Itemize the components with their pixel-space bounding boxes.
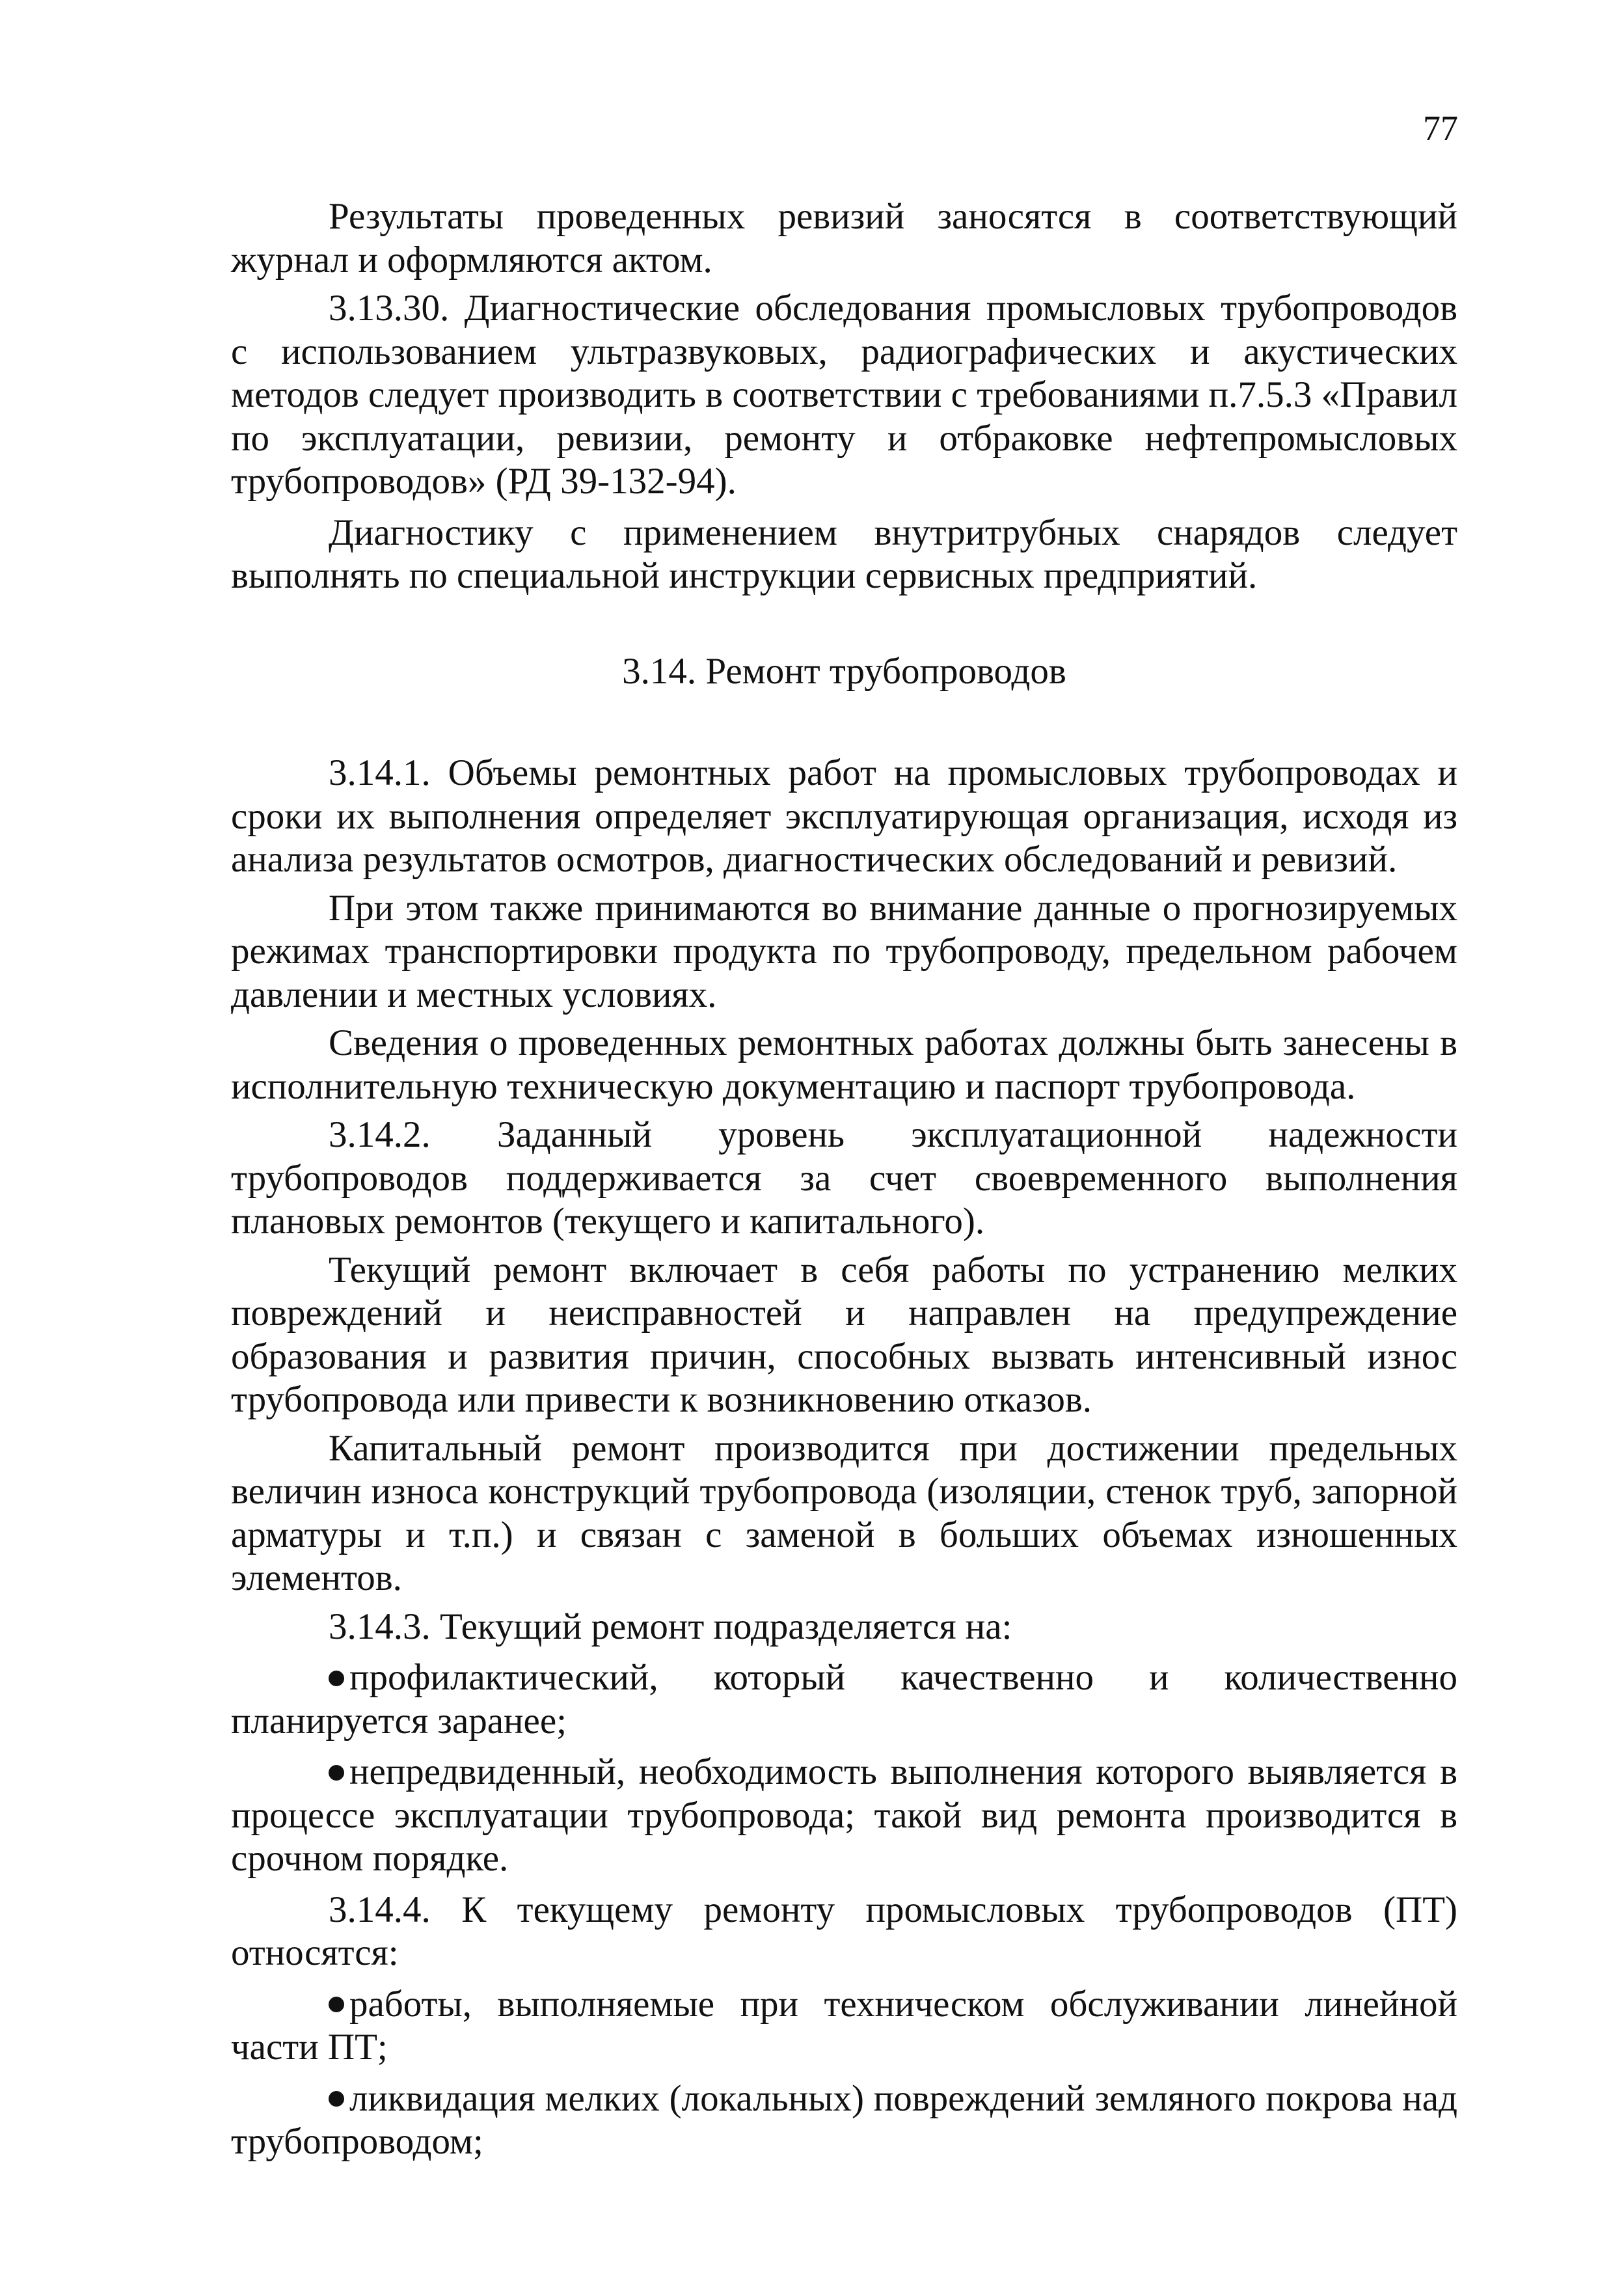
page-body — [231, 195, 1457, 2164]
list-item — [231, 1656, 1457, 1743]
list-item-text: ликвидация мелких (локальных) повреждений земляного покрова над трубопроводом; — [231, 2077, 1457, 2162]
paragraph-3-14-4: 3.14.4. К текущему ремонту промысловых трубопроводов (ПТ) относятся: — [231, 1889, 1457, 1973]
list-item — [231, 2077, 1457, 2164]
bullet-icon — [329, 1997, 344, 2012]
paragraph-inline-diagnostics: Диагностику с применением внутритрубных снарядов следует выполнять по специальной инструкции сервисных предприятий. — [231, 512, 1457, 596]
section-heading: 3.14. Ремонт трубопроводов — [622, 650, 1066, 692]
paragraph-capital-repair: Капитальный ремонт производится при достижении предельных величин износа конструкций трубопровода (изоляции, стенок труб, запорной арматуры и т.п.) и связан с заменой в больших объемах изношенных элементов. — [231, 1427, 1457, 1598]
paragraph-also-considered: При этом также принимаются во внимание данные о прогнозируемых режимах транспортировки продукта по трубопроводу, предельном рабочем давлении и местных условиях. — [231, 887, 1457, 1015]
page-number: 77 — [1423, 109, 1458, 148]
list-item — [231, 1983, 1457, 2070]
list-item-text: непредвиденный, необходимость выполнения которого выявляется в процессе эксплуатации трубопровода; такой вид ремонта производится в срочном порядке. — [231, 1751, 1457, 1879]
list-item-text: работы, выполняемые при техническом обслуживании линейной части ПТ; — [231, 1983, 1457, 2068]
bullet-icon — [329, 2091, 344, 2107]
paragraph-3-14-3: 3.14.3. Текущий ремонт подразделяется на: — [329, 1606, 1012, 1647]
paragraph-revision-results: Результаты проведенных ревизий заносятся в соответствующий журнал и оформляются актом. — [231, 196, 1457, 280]
paragraph-3-14-1: 3.14.1. Объемы ремонтных работ на промысловых трубопроводах и сроки их выполнения определяет эксплуатирующая организация, исходя из анализа результатов осмотров, диагностических обследований и ревизий. — [231, 752, 1457, 880]
paragraph-current-repair: Текущий ремонт включает в себя работы по устранению мелких повреждений и неисправностей и направлен на предупреждение образования и развития причин, способных вызвать интенсивный износ трубопровода или привести к возникновению отказов. — [231, 1249, 1457, 1420]
list-item — [231, 1751, 1457, 1881]
paragraph-3-13-30: 3.13.30. Диагностические обследования промысловых трубопроводов с использованием ультразвуковых, радиографических и акустических методов следует производить в соответствии с требованиями п.7.5.3 «Правил по эксплуатации, ревизии, ремонту и отбраковке нефтепромысловых трубопроводов» (РД 39-132-94). — [231, 288, 1457, 502]
bullet-icon — [329, 1671, 344, 1686]
bullet-icon — [329, 1765, 344, 1781]
list-item-text: профилактический, который качественно и количественно планируется заранее; — [231, 1657, 1457, 1742]
paragraph-repair-records: Сведения о проведенных ремонтных работах должны быть занесены в исполнительную техническую документацию и паспорт трубопровода. — [231, 1022, 1457, 1107]
paragraph-3-14-2: 3.14.2. Заданный уровень эксплуатационной надежности трубопроводов поддерживается за счет своевременного выполнения плановых ремонтов (текущего и капитального). — [231, 1114, 1457, 1242]
